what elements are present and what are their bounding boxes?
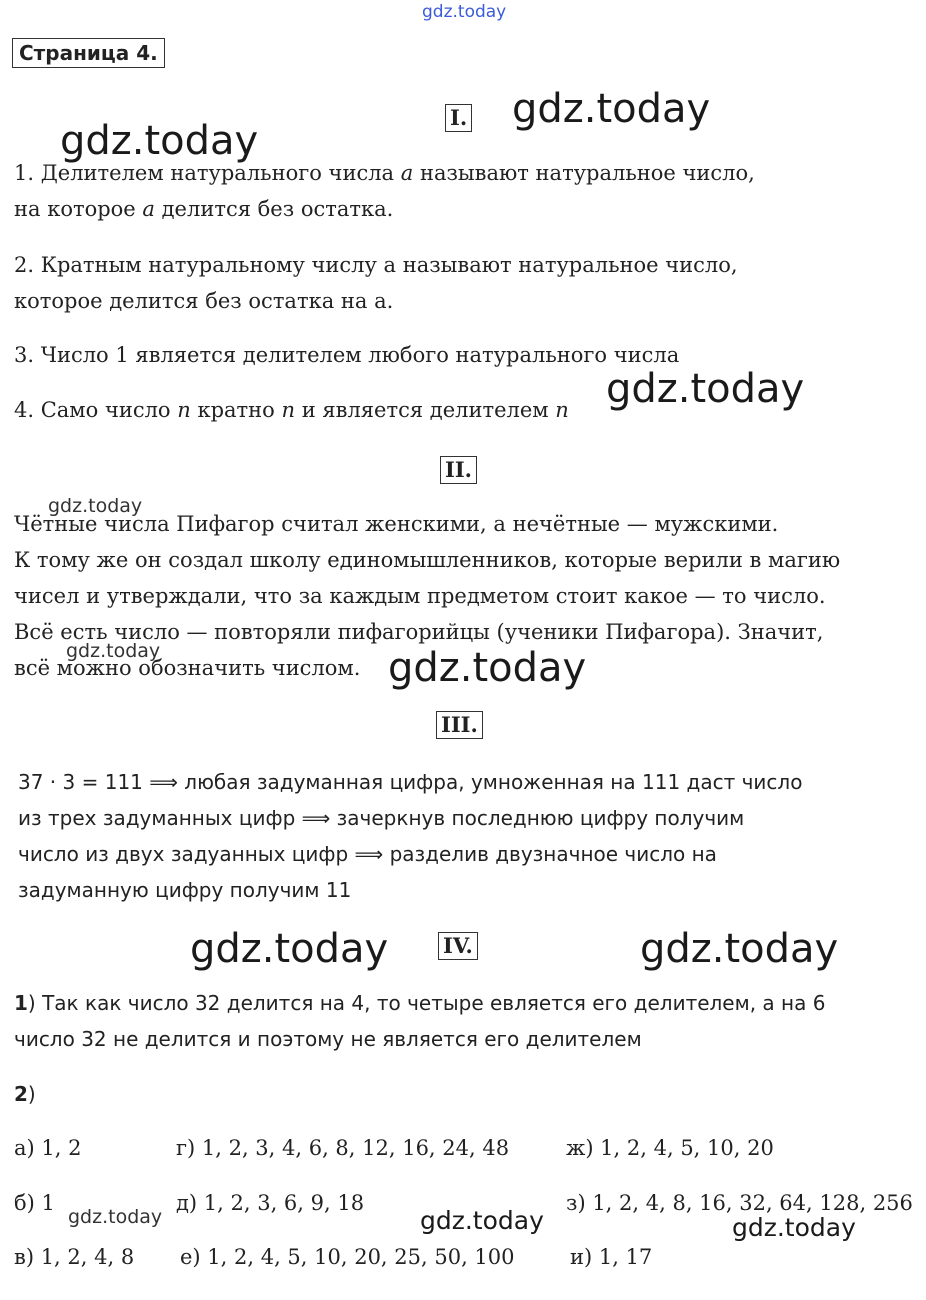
- answer-d: д) 1, 2, 3, 6, 9, 18: [176, 1191, 365, 1215]
- watermark-top: gdz.today: [422, 2, 507, 22]
- answer-g: г) 1, 2, 3, 4, 6, 8, 12, 16, 24, 48: [176, 1136, 510, 1160]
- section-i-item-3: 3. Число 1 является делителем любого натурального числа: [14, 343, 680, 367]
- section-i-item-1-line-2: на которое a делится без остатка.: [14, 197, 394, 221]
- watermark: gdz.today: [66, 640, 161, 662]
- part-1-number: 1: [14, 991, 28, 1015]
- part-2-number: 2: [14, 1082, 28, 1106]
- section-ii-line-5: всё можно обозначить числом.: [14, 656, 361, 680]
- watermark: gdz.today: [512, 86, 711, 132]
- section-iv-part-1-line-1: 1) Так как число 32 делится на 4, то четыре евляется его делителем, а на 6: [14, 991, 826, 1015]
- page-title-text: Страница 4: [19, 41, 151, 65]
- answer-e: е) 1, 2, 4, 5, 10, 20, 25, 50, 100: [180, 1245, 515, 1269]
- section-i-item-2-line-1: 2. Кратным натуральному числу а называют натуральное число,: [14, 253, 738, 277]
- section-iv-label: IV.: [438, 932, 478, 960]
- page-title: [12, 38, 165, 68]
- section-iv-part-2-heading: 2): [14, 1082, 36, 1106]
- page-title-dot: .: [150, 41, 158, 65]
- section-ii-line-2: К тому же он создал школу единомышленников, которые верили в магию: [14, 548, 841, 572]
- section-i-label: I.: [445, 104, 472, 132]
- section-i-item-1-line-1: 1. Делителем натурального числа a называют натуральное число,: [14, 161, 755, 185]
- watermark: gdz.today: [732, 1213, 856, 1242]
- section-i-item-4: 4. Само число n кратно n и является делителем n: [14, 398, 569, 422]
- watermark: gdz.today: [190, 926, 389, 972]
- section-ii-line-3: чисел и утверждали, что за каждым предметом стоит какое — то число.: [14, 584, 826, 608]
- watermark: gdz.today: [606, 366, 805, 412]
- section-iii-line-1: 37 · 3 = 111 ⟹ любая задуманная цифра, умноженная на 111 даст число: [18, 770, 803, 794]
- answer-zh: ж) 1, 2, 4, 5, 10, 20: [566, 1136, 774, 1160]
- section-iii-label: III.: [436, 711, 483, 739]
- section-iv-part-1-line-2: число 32 не делится и поэтому не является его делителем: [14, 1027, 642, 1051]
- answer-i: и) 1, 17: [570, 1245, 653, 1269]
- section-iii-line-3: число из двух задуанных цифр ⟹ разделив двузначное число на: [18, 842, 717, 866]
- watermark: gdz.today: [420, 1206, 544, 1235]
- section-i-item-2-line-2: которое делится без остатка на а.: [14, 289, 394, 313]
- watermark: gdz.today: [68, 1206, 163, 1228]
- watermark: gdz.today: [48, 495, 143, 517]
- section-ii-line-1: Чётные числа Пифагор считал женскими, а нечётные — мужскими.: [14, 512, 779, 536]
- watermark: gdz.today: [60, 118, 259, 164]
- watermark: gdz.today: [388, 645, 587, 691]
- answer-z: з) 1, 2, 4, 8, 16, 32, 64, 128, 256: [566, 1191, 913, 1215]
- section-ii-line-4: Всё есть число — повторяли пифагорийцы (ученики Пифагора). Значит,: [14, 620, 824, 644]
- section-ii-label: II.: [440, 456, 477, 484]
- section-iii-line-2: из трех задуманных цифр ⟹ зачеркнув последнюю цифру получим: [18, 806, 745, 830]
- watermark: gdz.today: [640, 926, 839, 972]
- answer-a: а) 1, 2: [14, 1136, 82, 1160]
- answer-b: б) 1: [14, 1191, 55, 1215]
- answer-v: в) 1, 2, 4, 8: [14, 1245, 135, 1269]
- section-iii-line-4: задуманную цифру получим 11: [18, 878, 352, 902]
